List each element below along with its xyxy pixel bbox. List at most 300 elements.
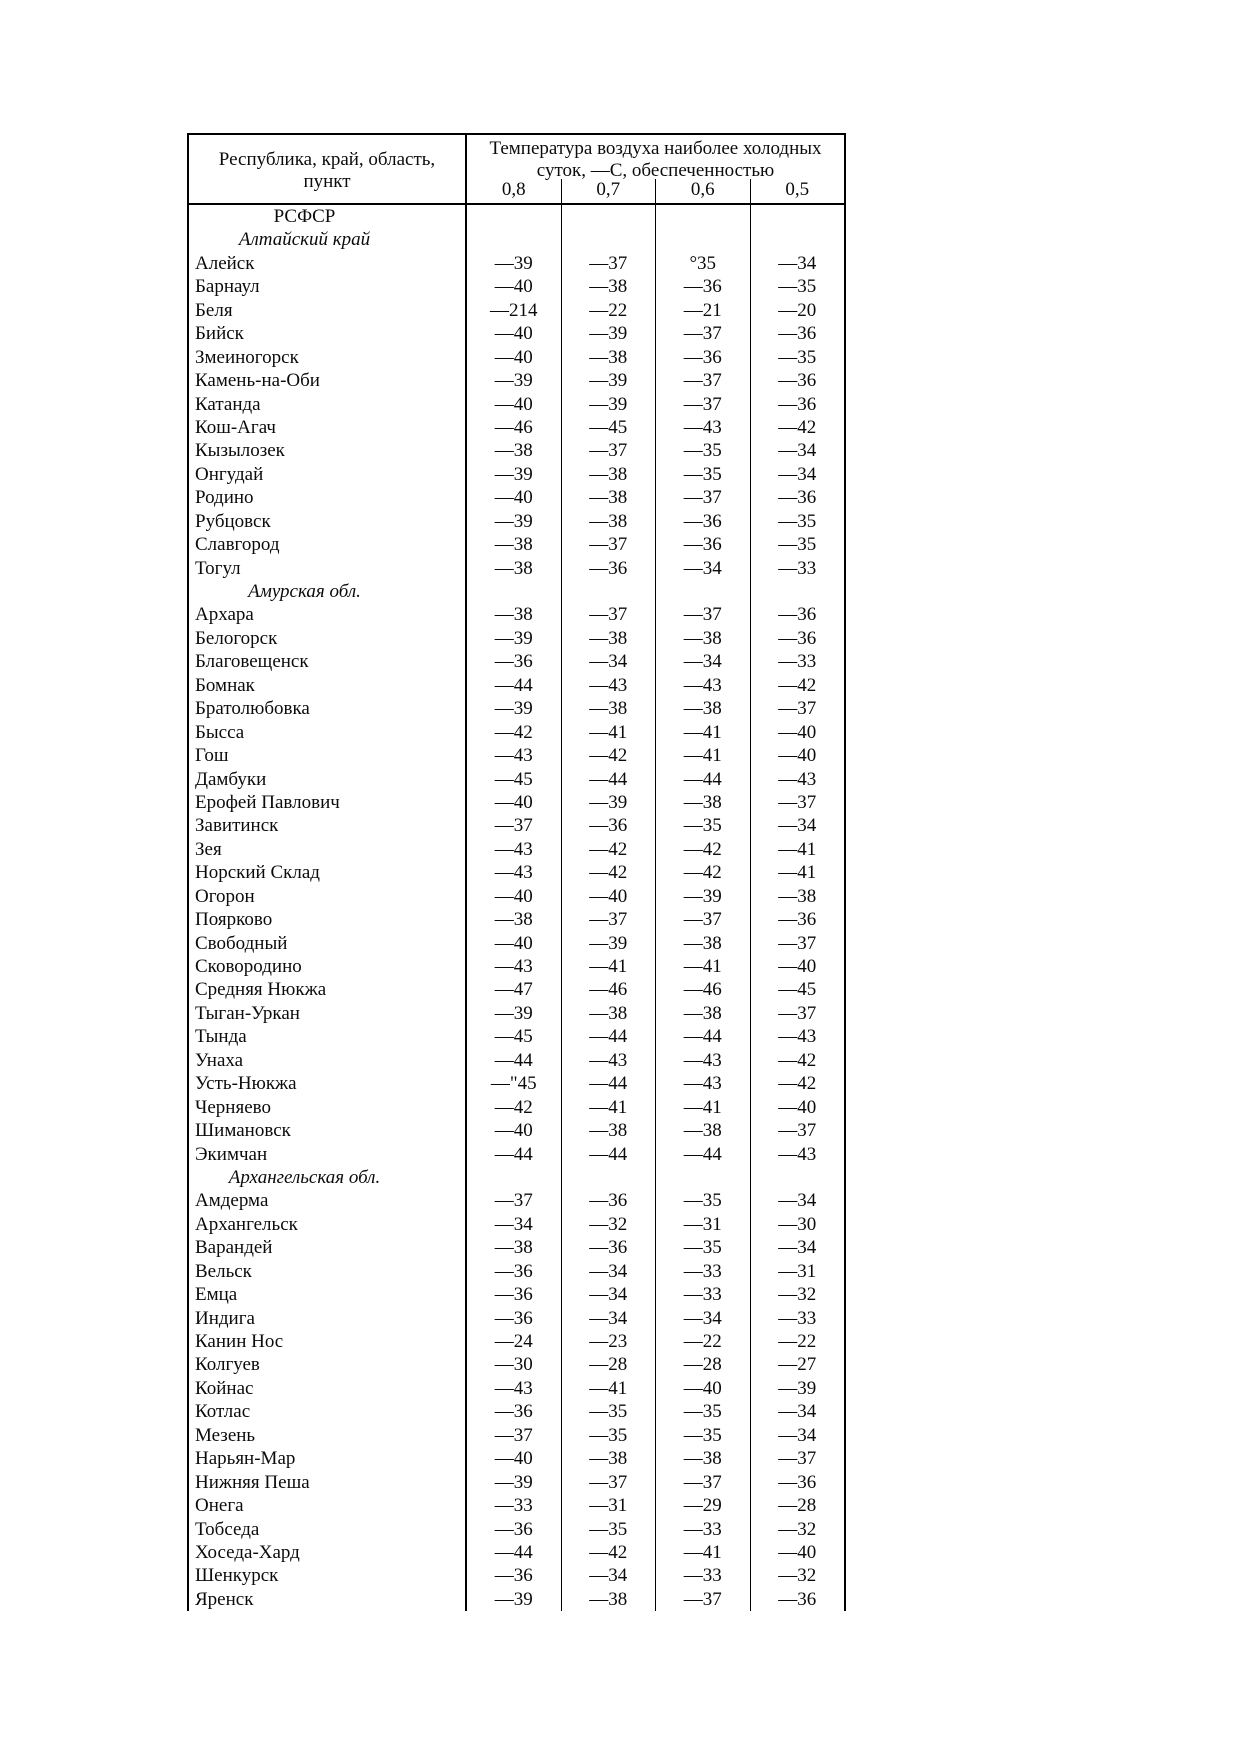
temperature-value: —34 (778, 815, 817, 837)
table-row (189, 1260, 844, 1283)
temperature-value: —43 (656, 1049, 751, 1072)
temperature-value: —36 (778, 1588, 817, 1610)
temperature-value: —42 (562, 1541, 657, 1564)
settlement-name: Кызылозек (189, 439, 467, 462)
table-row (189, 791, 844, 814)
temperature-value: —38 (656, 697, 751, 720)
temperature-value: —44 (467, 674, 562, 697)
temperature-value: —45 (562, 416, 657, 439)
temperature-value: —37 (656, 486, 751, 509)
temperature-value: —38 (467, 557, 562, 580)
temperature-value: —37 (656, 322, 751, 345)
temperature-value: —34 (778, 1401, 817, 1423)
temperature-value: —44 (467, 1049, 562, 1072)
temperature-value: —36 (778, 604, 817, 626)
temperature-value: —40 (467, 791, 562, 814)
settlement-name: Колгуев (189, 1353, 467, 1376)
table-row (189, 1564, 844, 1587)
temperature-value: —37 (778, 1120, 817, 1142)
temperature-value: —36 (778, 627, 817, 649)
temperature-value: —38 (562, 1002, 657, 1025)
temperature-value: —39 (562, 932, 657, 955)
temperature-value: —42 (562, 838, 657, 861)
temperature-value: —28 (778, 1495, 817, 1517)
temperature-value: —33 (656, 1564, 751, 1587)
temperature-value: —36 (778, 393, 817, 415)
section-label: Архангельская обл. (189, 1166, 467, 1189)
table-row (189, 955, 844, 978)
table-row (189, 1307, 844, 1330)
settlement-name: Сковородино (189, 955, 467, 978)
table-row (189, 510, 844, 533)
table-row (189, 978, 844, 1001)
temperature-value: —39 (562, 369, 657, 392)
temperature-value: —44 (562, 1072, 657, 1095)
temperature-value: —45 (467, 768, 562, 791)
temperature-value: —33 (467, 1494, 562, 1517)
settlement-name: Славгород (189, 533, 467, 556)
temperature-value (562, 205, 657, 228)
temperature-value: —35 (562, 1518, 657, 1541)
temperature-value: —37 (562, 252, 657, 275)
settlement-name: Шенкурск (189, 1564, 467, 1587)
temperature-value: —31 (562, 1494, 657, 1517)
settlement-name: Норский Склад (189, 861, 467, 884)
settlement-name: Емца (189, 1283, 467, 1306)
temperature-value: —35 (778, 346, 817, 368)
temperature-value (562, 228, 657, 251)
temperature-value: —41 (778, 862, 817, 884)
temperature-value: —34 (562, 1283, 657, 1306)
temperature-value: —36 (467, 1307, 562, 1330)
temperature-value: —45 (778, 979, 817, 1001)
temperature-value: —42 (656, 838, 751, 861)
temperature-value: —44 (656, 1143, 751, 1166)
temperature-value: —40 (467, 1119, 562, 1142)
temperature-value: —36 (778, 323, 817, 345)
header-prob-0_8: 0,8 (467, 179, 562, 203)
temperature-value (751, 205, 845, 228)
temperature-value: —37 (467, 814, 562, 837)
temperature-value: —40 (467, 486, 562, 509)
temperature-value: —38 (467, 603, 562, 626)
table-row (189, 299, 844, 322)
temperature-value: —32 (778, 1565, 817, 1587)
settlement-name: Онгудай (189, 463, 467, 486)
section-label: Алтайский край (189, 228, 467, 251)
settlement-name: Усть-Нюкжа (189, 1072, 467, 1095)
temperature-value (751, 228, 845, 251)
temperature-value: —35 (562, 1424, 657, 1447)
table-row (189, 814, 844, 837)
temperature-value: —33 (656, 1283, 751, 1306)
table-row (189, 1236, 844, 1259)
temperature-value: —36 (778, 1471, 817, 1493)
temperature-value: —39 (467, 1471, 562, 1494)
temperature-value: —38 (467, 439, 562, 462)
table-row (189, 252, 844, 275)
temperature-value: —40 (467, 322, 562, 345)
temperature-value: —38 (562, 486, 657, 509)
settlement-name: Поярково (189, 908, 467, 931)
settlement-name: Кош-Агач (189, 416, 467, 439)
temperature-value: —214 (467, 299, 562, 322)
table-row (189, 533, 844, 556)
temperature-value: —35 (778, 510, 817, 532)
table-row (189, 393, 844, 416)
settlement-name: Катанда (189, 393, 467, 416)
temperature-value: —40 (467, 275, 562, 298)
settlement-name: Благовещенск (189, 650, 467, 673)
temperature-value: —42 (778, 1073, 817, 1095)
temperature-value: —36 (562, 557, 657, 580)
temperature-value: —37 (778, 791, 817, 813)
temperature-value: —41 (656, 1096, 751, 1119)
table-row (189, 1541, 844, 1564)
temperature-value: —23 (562, 1330, 657, 1353)
temperature-value: —36 (656, 275, 751, 298)
temperature-value: —37 (778, 932, 817, 954)
table-row (189, 1377, 844, 1400)
temperature-value: —38 (656, 1002, 751, 1025)
settlement-name: Яренск (189, 1588, 467, 1611)
temperature-value: —36 (656, 510, 751, 533)
temperature-value: —22 (778, 1331, 817, 1352)
header-temp-line1: Температура воздуха наиболее холодных (489, 138, 822, 159)
temperature-value: —37 (656, 393, 751, 416)
temperature-value: —33 (778, 1307, 817, 1329)
temperature-value: —43 (467, 861, 562, 884)
temperature-value: —41 (562, 1377, 657, 1400)
temperature-value: —36 (778, 909, 817, 931)
table-row (189, 1049, 844, 1072)
temperature-value: —42 (656, 861, 751, 884)
table-row (189, 1002, 844, 1025)
temperature-value: —39 (467, 369, 562, 392)
table-row (189, 721, 844, 744)
temperature-value: —44 (562, 768, 657, 791)
temperature-value (467, 1166, 562, 1189)
temperature-value: —34 (778, 463, 817, 485)
table-row (189, 346, 844, 369)
settlement-name: Экимчан (189, 1143, 467, 1166)
temperature-value (751, 580, 845, 603)
temperature-value (656, 228, 751, 251)
header-probability-row (467, 179, 844, 203)
settlement-name: Тында (189, 1025, 467, 1048)
temperature-value: —33 (656, 1260, 751, 1283)
temperature-value: —37 (467, 1424, 562, 1447)
header-temp-line2: суток, —С, обеспеченностью (536, 160, 775, 181)
temperature-value: —28 (656, 1353, 751, 1376)
temperature-value: —40 (467, 885, 562, 908)
temperature-value: —42 (778, 674, 817, 696)
temperature-value: —38 (562, 1119, 657, 1142)
table-row (189, 744, 844, 767)
temperature-value: —37 (778, 1448, 817, 1470)
temperature-value: —46 (467, 416, 562, 439)
temperature-value: —34 (656, 1307, 751, 1330)
table-row (189, 557, 844, 580)
temperature-value: —37 (656, 1588, 751, 1611)
table-row (189, 1119, 844, 1142)
temperature-value: —30 (467, 1353, 562, 1376)
temperature-value: —41 (562, 955, 657, 978)
temperature-value: —33 (778, 557, 817, 579)
temperature-value (467, 205, 562, 228)
table-row (189, 885, 844, 908)
settlement-name: Нижняя Пеша (189, 1471, 467, 1494)
temperature-value: —39 (778, 1377, 817, 1399)
table-row (189, 486, 844, 509)
temperature-value: —37 (778, 698, 817, 720)
temperature-value: —34 (562, 1307, 657, 1330)
temperature-value: —33 (656, 1518, 751, 1541)
table-row (189, 768, 844, 791)
temperature-value: —38 (562, 463, 657, 486)
settlement-name: Вельск (189, 1260, 467, 1283)
temperature-value: —34 (562, 650, 657, 673)
temperature-value: —29 (656, 1494, 751, 1517)
temperature-value: —32 (778, 1284, 817, 1306)
temperature-value: —35 (656, 1189, 751, 1212)
temperature-value: —41 (656, 721, 751, 744)
section-label: РСФСР (189, 205, 467, 228)
table-row (189, 1143, 844, 1166)
temperature-value: —35 (656, 463, 751, 486)
settlement-name: Бомнак (189, 674, 467, 697)
settlement-name: Тобседа (189, 1518, 467, 1541)
temperature-value: —41 (562, 721, 657, 744)
temperature-value: —39 (467, 510, 562, 533)
settlement-name: Канин Нос (189, 1330, 467, 1353)
table-row (189, 1072, 844, 1095)
temperature-value: —44 (656, 1025, 751, 1048)
temperature-value: —38 (656, 791, 751, 814)
temperature-value: —36 (467, 1400, 562, 1423)
temperature-value: —41 (656, 744, 751, 767)
temperature-value: —40 (467, 1447, 562, 1470)
temperature-value: —20 (778, 299, 817, 321)
settlement-name: Рубцовск (189, 510, 467, 533)
temperature-value: —47 (467, 978, 562, 1001)
table-row (189, 603, 844, 626)
temperature-value: —35 (656, 439, 751, 462)
temperature-value (751, 1166, 845, 1189)
temperature-value: —22 (656, 1330, 751, 1353)
temperature-value: —34 (778, 1237, 817, 1259)
temperature-value: —38 (656, 932, 751, 955)
settlement-name: Индига (189, 1307, 467, 1330)
table-row (189, 275, 844, 298)
temperature-value: —40 (778, 721, 817, 743)
temperature-value: —42 (562, 861, 657, 884)
temperature-value: —36 (562, 1236, 657, 1259)
table-row (189, 463, 844, 486)
temperature-value: —39 (467, 252, 562, 275)
table-row (189, 322, 844, 345)
temperature-value: —28 (562, 1353, 657, 1376)
temperature-value: —39 (467, 1588, 562, 1611)
temperature-value: —41 (656, 955, 751, 978)
section-label: Амурская обл. (189, 580, 467, 603)
section-header-row (189, 1166, 844, 1189)
temperature-value (562, 580, 657, 603)
temperature-value: —40 (778, 1541, 817, 1563)
temperature-value: —41 (778, 838, 817, 860)
temperature-value: —40 (467, 393, 562, 416)
table-row (189, 1096, 844, 1119)
temperature-value: —43 (562, 1049, 657, 1072)
temperature-value: —36 (467, 1518, 562, 1541)
settlement-name: Тыган-Уркан (189, 1002, 467, 1025)
temperature-value: —38 (562, 697, 657, 720)
table-row (189, 1283, 844, 1306)
temperature-value: —42 (467, 1096, 562, 1119)
temperature-value: —44 (656, 768, 751, 791)
temperature-value: —36 (562, 814, 657, 837)
temperature-value: —34 (562, 1260, 657, 1283)
temperature-value (467, 228, 562, 251)
header-temp-column (467, 135, 844, 203)
temperature-value: —43 (778, 1026, 817, 1048)
temperature-value: —38 (562, 1447, 657, 1470)
header-temp-title (467, 135, 844, 179)
settlement-name: Братолюбовка (189, 697, 467, 720)
temperature-value: —34 (778, 252, 817, 274)
table-row (189, 1330, 844, 1353)
settlement-name: Свободный (189, 932, 467, 955)
table-row (189, 1588, 844, 1611)
temperature-value (562, 1166, 657, 1189)
settlement-name: Унаха (189, 1049, 467, 1072)
temperature-value: °35 (656, 252, 751, 275)
temperature-value: —34 (778, 1424, 817, 1446)
temperature-table (187, 133, 846, 1611)
temperature-value: —40 (778, 1096, 817, 1118)
temperature-value: —41 (562, 1096, 657, 1119)
table-row (189, 650, 844, 673)
header-prob-0_7: 0,7 (562, 179, 657, 203)
table-row (189, 697, 844, 720)
temperature-value: —39 (467, 697, 562, 720)
temperature-value: —39 (467, 1002, 562, 1025)
temperature-value: —37 (778, 1002, 817, 1024)
temperature-value: —45 (467, 1025, 562, 1048)
temperature-value: —40 (778, 745, 817, 767)
settlement-name: Дамбуки (189, 768, 467, 791)
temperature-value: —34 (778, 440, 817, 462)
table-row (189, 1025, 844, 1048)
settlement-name: Архара (189, 603, 467, 626)
table-row (189, 1424, 844, 1447)
temperature-value: —37 (656, 1471, 751, 1494)
settlement-name: Котлас (189, 1400, 467, 1423)
temperature-value: —40 (467, 932, 562, 955)
temperature-value: —42 (778, 416, 817, 438)
table-row (189, 1213, 844, 1236)
temperature-value: —37 (656, 369, 751, 392)
settlement-name: Онега (189, 1494, 467, 1517)
temperature-value: —40 (778, 956, 817, 977)
settlement-name: Родино (189, 486, 467, 509)
settlement-name: Шимановск (189, 1119, 467, 1142)
temperature-value: —35 (656, 1236, 751, 1259)
temperature-value: —38 (656, 627, 751, 650)
table-row (189, 1471, 844, 1494)
temperature-value (656, 205, 751, 228)
temperature-value: —37 (562, 439, 657, 462)
header-prob-0_6: 0,6 (656, 179, 751, 203)
table-row (189, 861, 844, 884)
temperature-value: —43 (467, 955, 562, 978)
temperature-value: —38 (467, 908, 562, 931)
temperature-value (656, 580, 751, 603)
settlement-name: Барнаул (189, 275, 467, 298)
table-row (189, 369, 844, 392)
temperature-value: —39 (467, 463, 562, 486)
temperature-value: —36 (467, 650, 562, 673)
temperature-value: —35 (656, 1400, 751, 1423)
temperature-value: —34 (467, 1213, 562, 1236)
section-header-row (189, 205, 844, 228)
settlement-name: Зея (189, 838, 467, 861)
temperature-value: —38 (467, 1236, 562, 1259)
temperature-value: —35 (778, 276, 817, 298)
settlement-name: Амдерма (189, 1189, 467, 1212)
settlement-name: Койнас (189, 1377, 467, 1400)
table-header (189, 135, 844, 205)
temperature-value: —38 (562, 346, 657, 369)
temperature-value: —37 (562, 1471, 657, 1494)
table-row (189, 838, 844, 861)
temperature-value: —43 (778, 1143, 817, 1165)
table-body (189, 205, 844, 1611)
temperature-value: —38 (562, 627, 657, 650)
settlement-name: Варандей (189, 1236, 467, 1259)
temperature-value: —32 (562, 1213, 657, 1236)
temperature-value: —43 (656, 1072, 751, 1095)
temperature-value: —39 (656, 885, 751, 908)
temperature-value: —38 (656, 1447, 751, 1470)
temperature-value: —36 (562, 1189, 657, 1212)
temperature-value: —43 (467, 838, 562, 861)
table-row (189, 1353, 844, 1376)
table-row (189, 1189, 844, 1212)
temperature-value: —36 (467, 1260, 562, 1283)
settlement-name: Завитинск (189, 814, 467, 837)
header-prob-0_5: 0,5 (785, 179, 810, 200)
temperature-value: —35 (656, 1424, 751, 1447)
temperature-value: —39 (562, 791, 657, 814)
temperature-value: —38 (562, 510, 657, 533)
temperature-value: —38 (778, 885, 817, 907)
temperature-value: —36 (467, 1283, 562, 1306)
temperature-value: —40 (467, 346, 562, 369)
temperature-value: —36 (656, 346, 751, 369)
temperature-value (656, 1166, 751, 1189)
temperature-value: —37 (656, 908, 751, 931)
table-row (189, 1494, 844, 1517)
temperature-value: —37 (562, 908, 657, 931)
temperature-value: —40 (562, 885, 657, 908)
settlement-name: Белогорск (189, 627, 467, 650)
settlement-name: Нарьян-Мар (189, 1447, 467, 1470)
temperature-value: —43 (467, 744, 562, 767)
temperature-value: —37 (562, 603, 657, 626)
table-row (189, 627, 844, 650)
settlement-name: Бийск (189, 322, 467, 345)
